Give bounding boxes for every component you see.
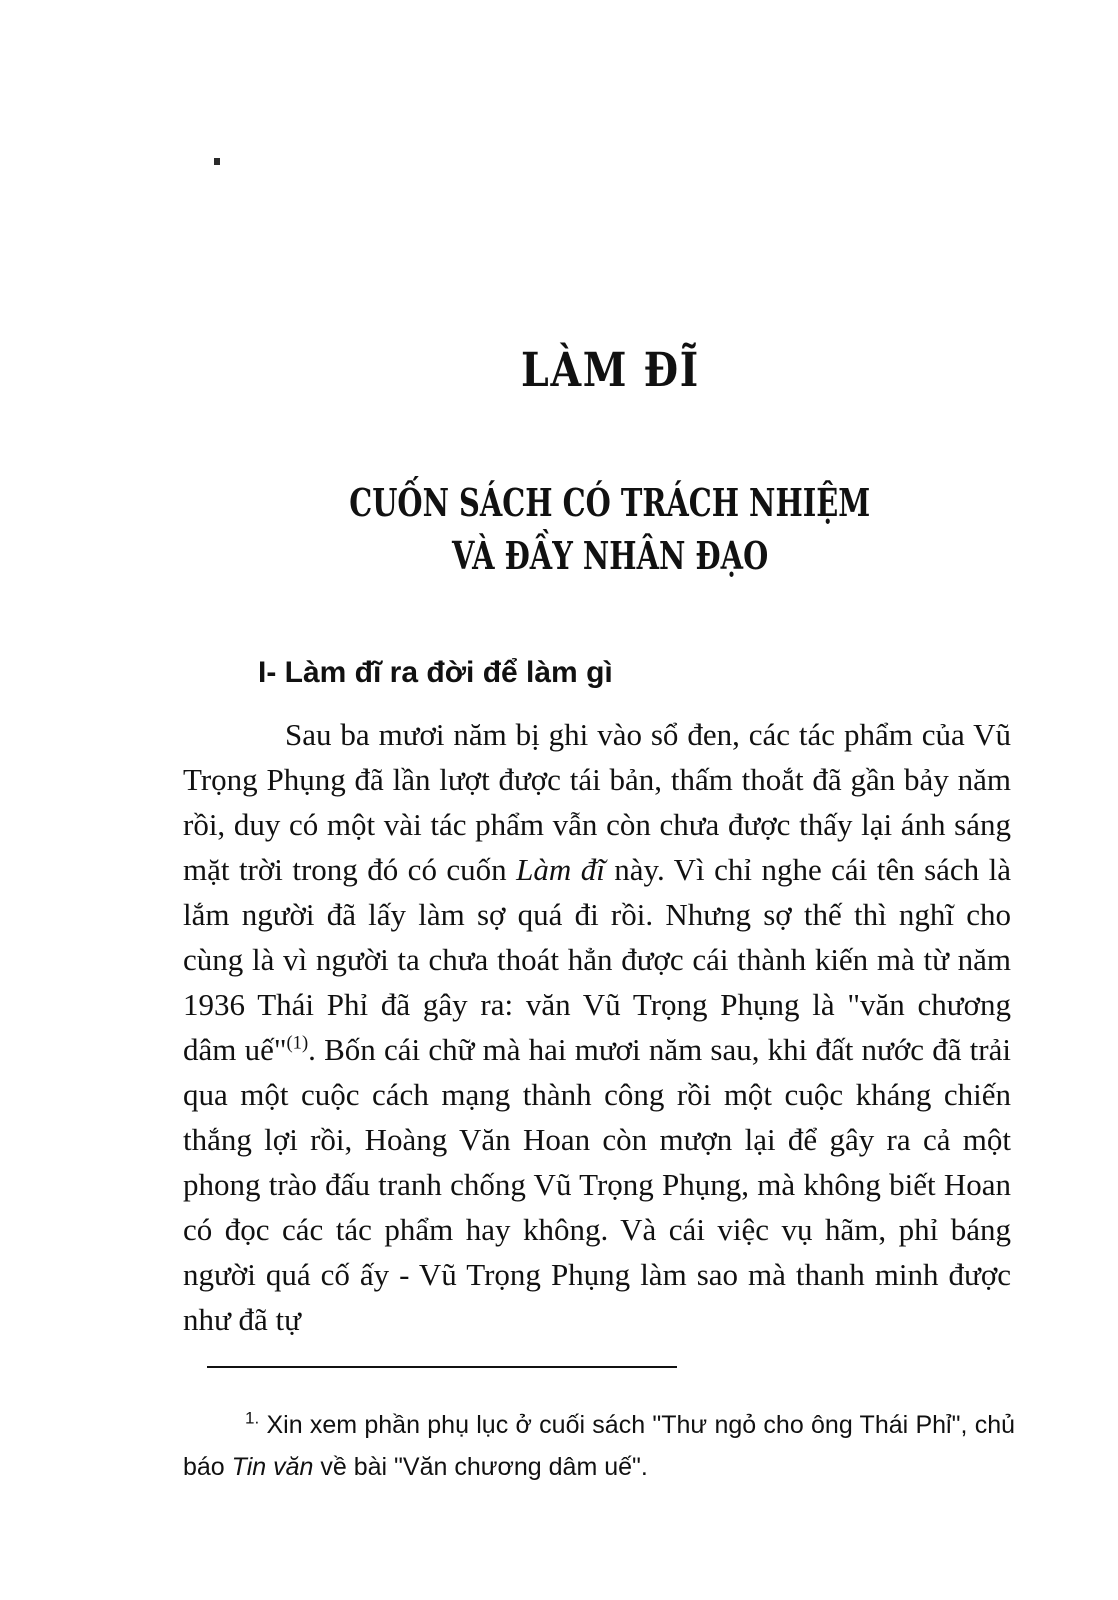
chapter-subtitle	[190, 476, 1030, 582]
book-title-text: LÀM ĐĨ	[520, 343, 700, 399]
book-title	[190, 345, 1030, 397]
footnote-marker: 1.	[245, 1408, 260, 1428]
footnote-text: Xin xem phần phụ lục ở cuối sách "Thư ngỏ cho ông Thái Phỉ", chủ báo Tin văn về bài "Văn chương dâm uế".	[183, 1411, 1015, 1481]
footnote	[183, 1404, 1015, 1488]
section-heading: I- Làm đĩ ra đời để làm gì	[258, 656, 613, 689]
chapter-subtitle-line-1: CUỐN SÁCH CÓ TRÁCH NHIỆM	[349, 479, 871, 525]
scan-ink-speck	[214, 158, 220, 165]
body-paragraph: Sau ba mươi năm bị ghi vào sổ đen, các tác phẩm của Vũ Trọng Phụng đã lần lượt được tái bản, thấm thoắt đã gần bảy năm rồi, duy có một vài tác phẩm vẫn còn chưa được thấy lại ánh sáng mặt trời trong đó có cuốn Làm đĩ này. Vì chỉ nghe cái tên sách là lắm người đã lấy làm sợ quá đi rồi. Nhưng sợ thế thì nghĩ cho cùng là vì người ta chưa thoát hẳn được cái thành kiến mà từ năm 1936 Thái Phỉ đã gây ra: văn Vũ Trọng Phụng là "văn chương dâm uế"$^{(1)}$. Bốn cái chữ mà hai mươi năm sau, khi đất nước đã trải qua một cuộc cách mạng thành công rồi một cuộc kháng chiến thắng lợi rồi, Hoàng Văn Hoan còn mượn lại để gây ra cả một phong trào đấu tranh chống Vũ Trọng Phụng, mà không biết Hoan có đọc các tác phẩm hay không. Và cái việc vụ hãm, phỉ báng người quá cố ấy - Vũ Trọng Phụng làm sao mà thanh minh được như đã tự	[183, 717, 1011, 1337]
chapter-subtitle-line-2: VÀ ĐẦY NHÂN ĐẠO	[451, 532, 769, 578]
footnote-separator-rule	[207, 1366, 677, 1368]
